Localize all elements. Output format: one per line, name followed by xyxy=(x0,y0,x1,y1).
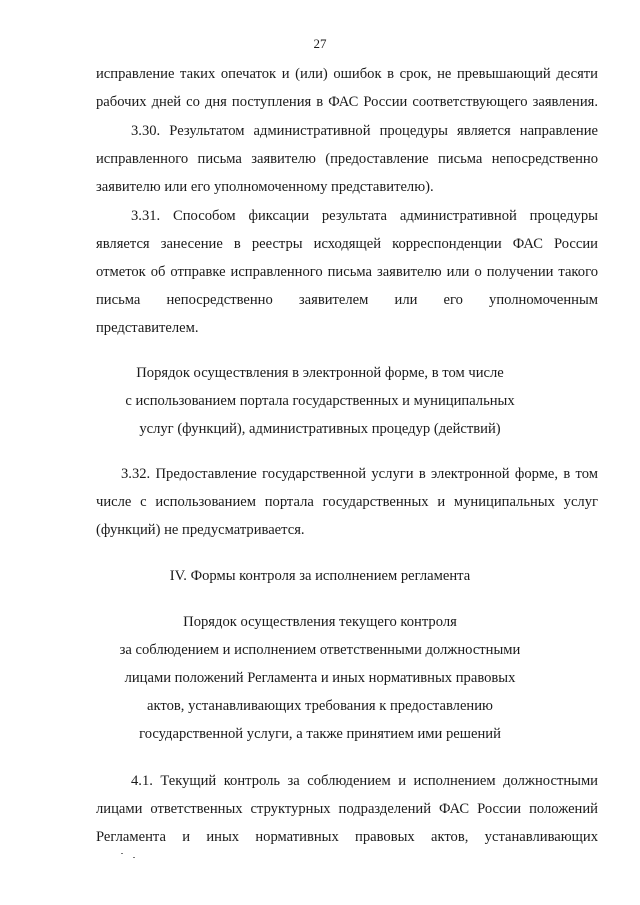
scan-speck xyxy=(121,853,123,854)
paragraph-3-31: 3.31. Способом фиксации результата административной процедуры xyxy=(131,208,598,224)
paragraph-4-1: 4.1. Текущий контроль за соблюдением и исполнением должностными xyxy=(131,773,598,789)
body-line: исправленного письма заявителю (предоставление письма непосредственно xyxy=(96,151,598,167)
subsection-heading-line: актов, устанавливающих требования к предоставлению xyxy=(147,698,493,714)
subsection-heading-line: лицами положений Регламента и иных нормативных правовых xyxy=(124,670,516,686)
paragraph-3-30: 3.30. Результатом административной процедуры является направление xyxy=(131,123,598,139)
body-line: заявителю или его уполномоченному представителю). xyxy=(96,179,434,195)
section-heading: IV. Формы контроля за исполнением регламента xyxy=(169,568,471,584)
body-line: письма непосредственно заявителем или его уполномоченным xyxy=(96,292,598,308)
body-line: лицами ответственных структурных подразделений ФАС России положений xyxy=(96,801,598,817)
body-line: является занесение в реестры исходящей корреспонденции ФАС России xyxy=(96,236,598,252)
body-line: Регламента и иных нормативных правовых актов, устанавливающих xyxy=(96,829,598,845)
scan-speck xyxy=(133,857,135,858)
subsection-heading-line: услуг (функций), административных процедур (действий) xyxy=(139,421,501,437)
paragraph-3-32: 3.32. Предоставление государственной услуги в электронной форме, в том xyxy=(121,466,598,482)
body-line: исправление таких опечаток и (или) ошибок в срок, не превышающий десяти xyxy=(96,66,598,82)
subsection-heading-line: Порядок осуществления в электронной форме, в том числе xyxy=(136,365,504,381)
subsection-heading-line: за соблюдением и исполнением ответственными должностными xyxy=(119,642,521,658)
body-line: рабочих дней со дня поступления в ФАС России соответствующего заявления. xyxy=(96,94,598,110)
body-line: отметок об отправке исправленного письма заявителю или о получении такого xyxy=(96,264,598,280)
body-line: (функций) не предусматривается. xyxy=(96,522,305,538)
body-line: представителем. xyxy=(96,320,199,336)
body-line: числе с использованием портала государственных и муниципальных услуг xyxy=(96,494,598,510)
subsection-heading-line: с использованием портала государственных и муниципальных xyxy=(125,393,515,409)
subsection-heading-line: государственной услуги, а также принятием ими решений xyxy=(139,726,501,742)
page-number: 27 xyxy=(313,36,327,51)
subsection-heading-line: Порядок осуществления текущего контроля xyxy=(183,614,457,630)
